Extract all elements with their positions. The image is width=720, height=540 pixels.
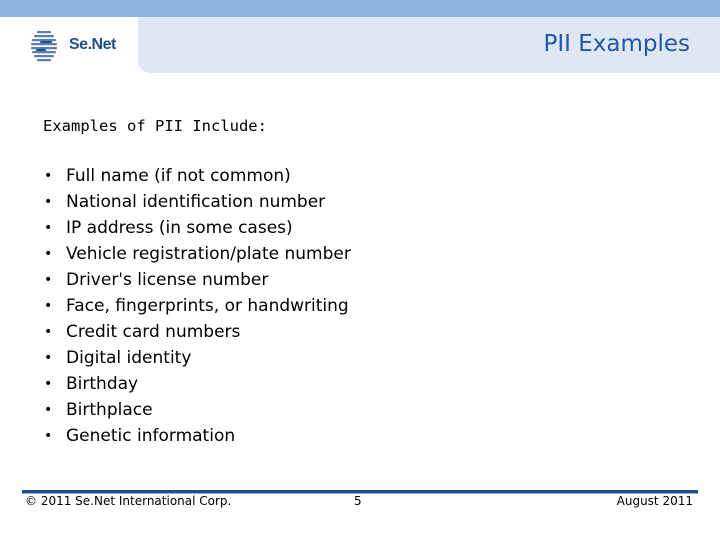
intro-heading: Examples of PII Include: [43,117,267,135]
header-band [0,0,720,17]
list-item: • National identification number [44,189,351,215]
footer-page-number: 5 [354,494,362,508]
bullet-icon: • [44,350,53,366]
bullet-icon: • [44,246,53,262]
logo-text: Se.Net [69,36,116,53]
bullet-icon: • [44,220,53,236]
bullet-icon: • [44,272,53,288]
company-logo [28,28,138,68]
pii-list [44,163,351,449]
list-item: • Genetic information [44,423,351,449]
list-item: • Birthplace [44,397,351,423]
footer-copyright: © 2011 Se.Net International Corp. [25,494,232,508]
list-item: • Driver's license number [44,267,351,293]
slide-title: PII Examples [543,31,690,57]
bullet-icon: • [44,376,53,392]
list-item: • Vehicle registration/plate number [44,241,351,267]
bullet-icon: • [44,168,53,184]
bullet-icon: • [44,402,53,418]
bullet-icon: • [44,194,53,210]
list-item: • IP address (in some cases) [44,215,351,241]
list-item: • Credit card numbers [44,319,351,345]
list-item: • Full name (if not common) [44,163,351,189]
bullet-icon: • [44,298,53,314]
footer-date: August 2011 [616,494,693,508]
globe-icon [28,28,68,68]
bullet-icon: • [44,428,53,444]
list-item: • Birthday [44,371,351,397]
bullet-icon: • [44,324,53,340]
list-item: • Digital identity [44,345,351,371]
list-item: • Face, fingerprints, or handwriting [44,293,351,319]
